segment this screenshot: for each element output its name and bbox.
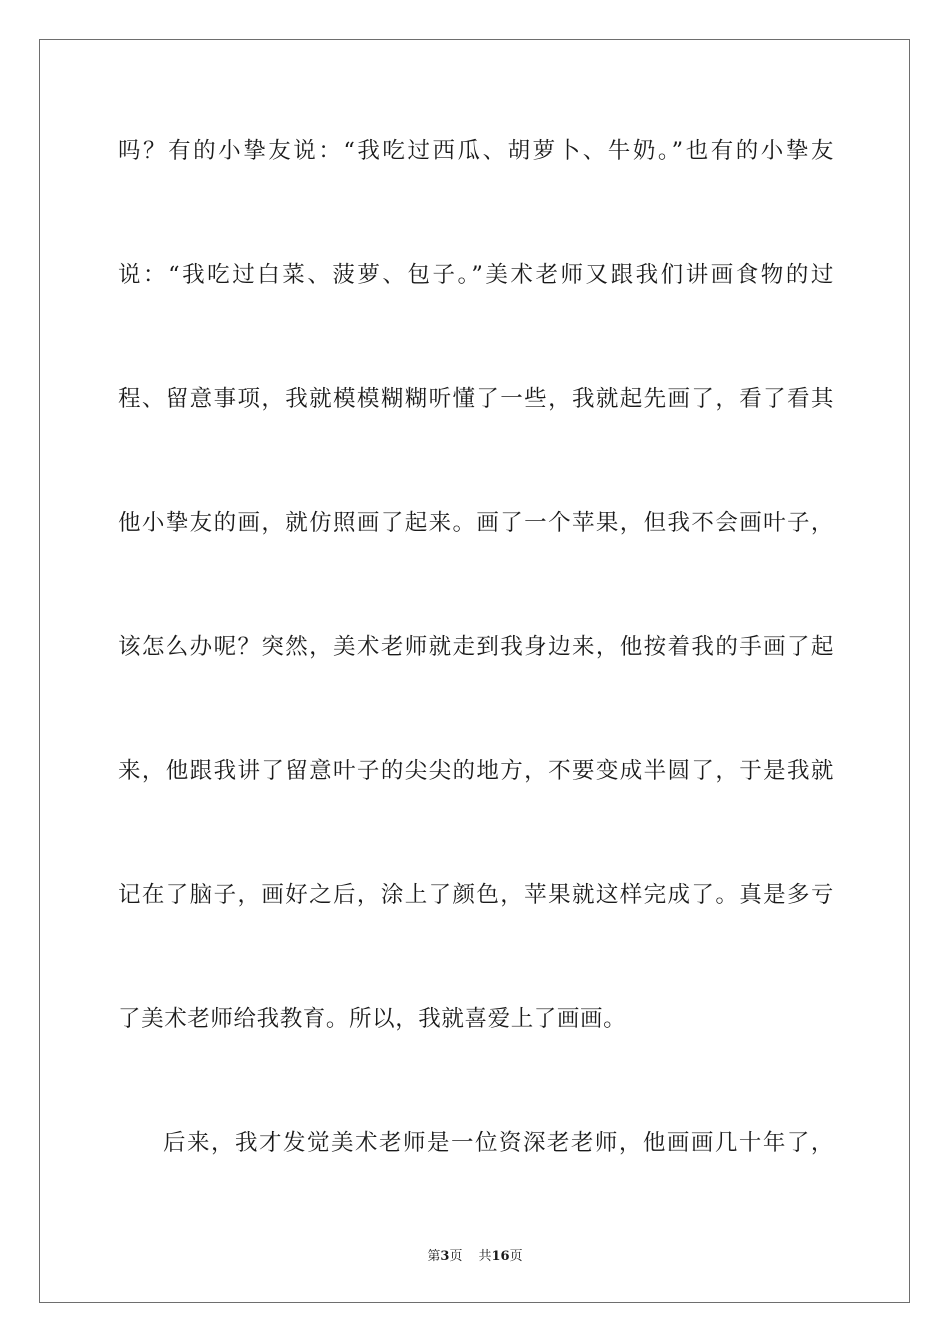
total-page-count: 16: [491, 1249, 510, 1264]
text-line: 该怎么办呢？突然，美术老师就走到我身边来，他按着我的手画了起: [118, 634, 834, 660]
text-line: 程、留意事项，我就模模糊糊听懂了一些，我就起先画了，看了看其: [118, 386, 834, 412]
page-border: [39, 39, 910, 1303]
text-line: 他小挚友的画，就仿照画了起来。画了一个苹果，但我不会画叶子，: [118, 510, 834, 536]
page-number-label: 第3页: [427, 1249, 463, 1264]
text-line: 说：“我吃过白菜、菠萝、包子。”美术老师又跟我们讲画食物的过: [118, 262, 834, 288]
total-pages-label: 共16页: [478, 1249, 523, 1264]
page-footer: [0, 1248, 950, 1266]
text-line: 来，他跟我讲了留意叶子的尖尖的地方，不要变成半圆了，于是我就: [118, 758, 834, 784]
text-line: 吗？有的小挚友说：“我吃过西瓜、胡萝卜、牛奶。”也有的小挚友: [118, 138, 834, 164]
text-line: 记在了脑子，画好之后，涂上了颜色，苹果就这样完成了。真是多亏: [118, 882, 834, 908]
current-page-number: 3: [440, 1249, 450, 1264]
paragraph-start-line: 后来，我才发觉美术老师是一位资深老老师，他画画几十年了，: [163, 1130, 834, 1156]
text-line: 了美术老师给我教育。所以，我就喜爱上了画画。: [118, 1006, 627, 1032]
